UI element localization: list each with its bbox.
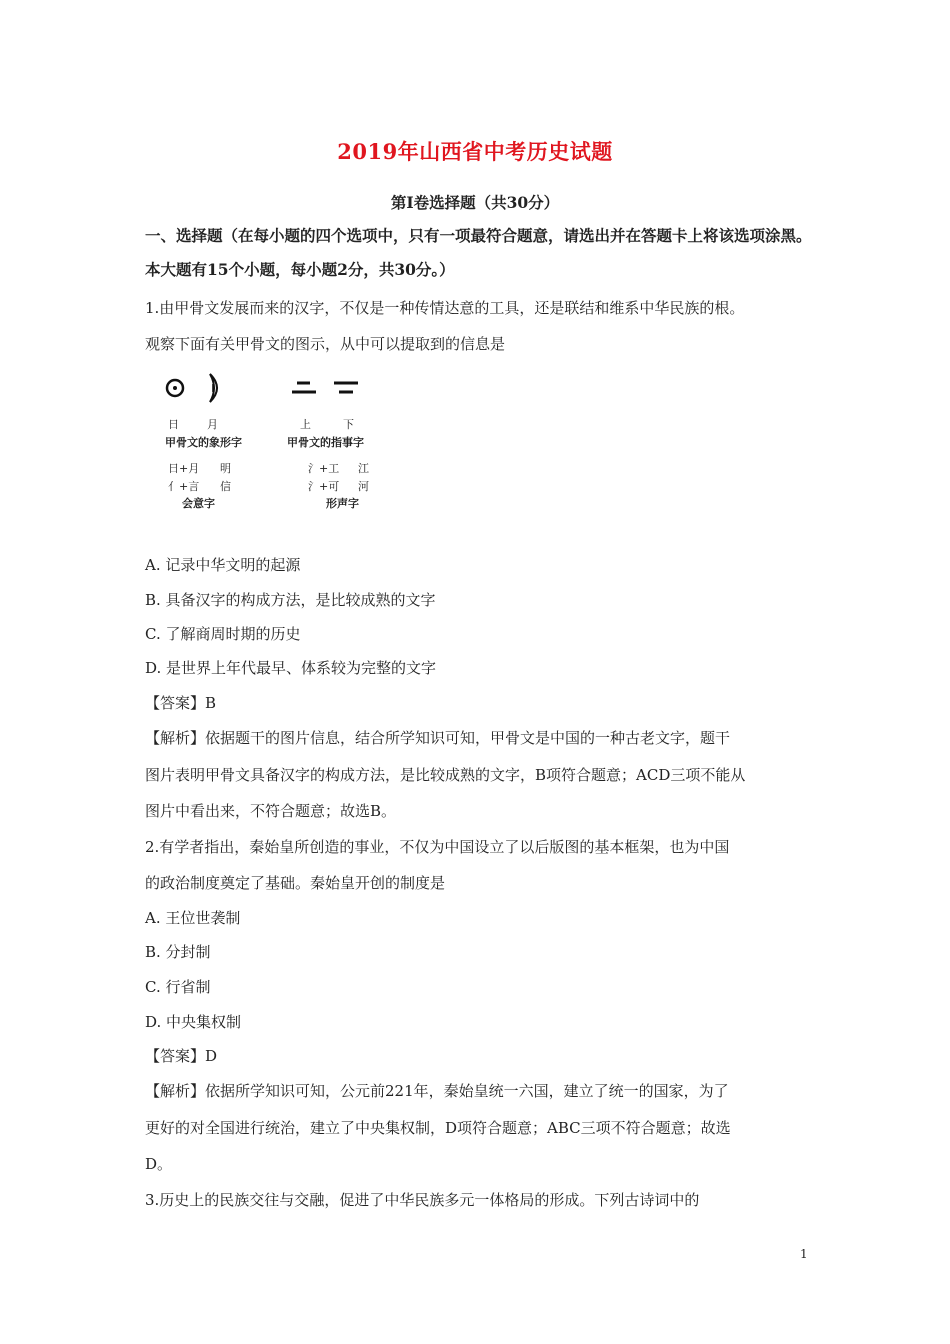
caption-huiyi: 会意字 <box>182 497 215 510</box>
label-xia: 下 <box>343 418 354 431</box>
page-number: 1 <box>800 1247 808 1261</box>
label-shang: 上 <box>300 418 311 431</box>
q1-stem-line1: 1.由甲骨文发展而来的汉字，不仅是一种传情达意的工具，还是联结和维系中华民族的根。 <box>145 299 745 317</box>
q2-analysis-line2: 更好的对全国进行统治，建立了中央集权制，D项符合题意；ABC三项不符合题意；故选 <box>145 1119 731 1137</box>
section-header: 一、选择题（在每小题的四个选项中，只有一项最符合题意，请选出并在答题卡上将该选项涂黑。本大题有15个小题，每小题2分，共30分。） <box>145 226 812 279</box>
caption-xingsheng: 形声字 <box>326 497 359 510</box>
q2-stem-line2: 的政治制度奠定了基础。秦始皇开创的制度是 <box>145 874 446 892</box>
oracle-bone-figure <box>160 368 390 518</box>
q1-option-b: B. 具备汉字的构成方法，是比较成熟的文字 <box>145 591 436 609</box>
moon-glyph-icon <box>210 374 217 402</box>
q2-analysis-line3: D。 <box>145 1155 173 1173</box>
q1-option-c: C. 了解商周时期的历史 <box>145 625 301 643</box>
q1-stem-line2: 观察下面有关甲骨文的图示，从中可以提取到的信息是 <box>145 335 506 353</box>
q1-answer: 【答案】B <box>145 694 217 712</box>
caption-zhishi: 甲骨文的指事字 <box>287 436 364 449</box>
q1-option-a: A. 记录中华文明的起源 <box>145 556 301 574</box>
caption-xiangxing: 甲骨文的象形字 <box>165 436 242 449</box>
page-title: 2019年山西省中考历史试题 <box>337 139 613 164</box>
q2-option-a: A. 王位世袭制 <box>145 909 241 927</box>
q2-option-d: D. 中央集权制 <box>145 1013 242 1031</box>
label-ri: 日 <box>168 418 179 431</box>
xia-glyph-icon <box>334 383 358 392</box>
sun-glyph-icon <box>167 380 183 396</box>
q2-answer: 【答案】D <box>145 1047 218 1065</box>
oracle-glyphs-svg <box>160 368 390 408</box>
q2-option-c: C. 行省制 <box>145 978 211 996</box>
q3-stem-line1: 3.历史上的民族交往与交融，促进了中华民族多元一体格局的形成。下列古诗词中的 <box>145 1191 700 1209</box>
shang-glyph-icon <box>292 383 316 392</box>
q1-option-d: D. 是世界上年代最早、体系较为完整的文字 <box>145 659 437 677</box>
q1-analysis-line2: 图片表明甲骨文具备汉字的构成方法，是比较成熟的文字，B项符合题意；ACD三项不能从 <box>145 766 746 784</box>
q1-analysis-line3: 图片中看出来，不符合题意；故选B。 <box>145 802 397 820</box>
xing-formula-1: 氵+工 <box>308 462 340 475</box>
hui-result-1: 明 <box>220 462 231 475</box>
label-yue: 月 <box>207 418 218 431</box>
hui-formula-1: 日+月 <box>168 462 200 475</box>
hui-formula-2: 亻+言 <box>168 480 200 493</box>
q2-stem-line1: 2.有学者指出，秦始皇所创造的事业，不仅为中国设立了以后版图的基本框架，也为中国 <box>145 838 730 856</box>
section-subtitle: 第Ⅰ卷选择题（共30分） <box>390 193 560 212</box>
q2-option-b: B. 分封制 <box>145 943 211 961</box>
xing-result-1: 江 <box>358 462 369 475</box>
xing-result-2: 河 <box>358 480 369 493</box>
xing-formula-2: 氵+可 <box>308 480 340 493</box>
q1-analysis-line1: 【解析】依据题干的图片信息，结合所学知识可知，甲骨文是中国的一种古老文字，题干 <box>145 729 731 747</box>
hui-result-2: 信 <box>220 480 231 493</box>
q2-analysis-line1: 【解析】依据所学知识可知，公元前221年，秦始皇统一六国，建立了统一的国家，为了 <box>145 1082 729 1100</box>
